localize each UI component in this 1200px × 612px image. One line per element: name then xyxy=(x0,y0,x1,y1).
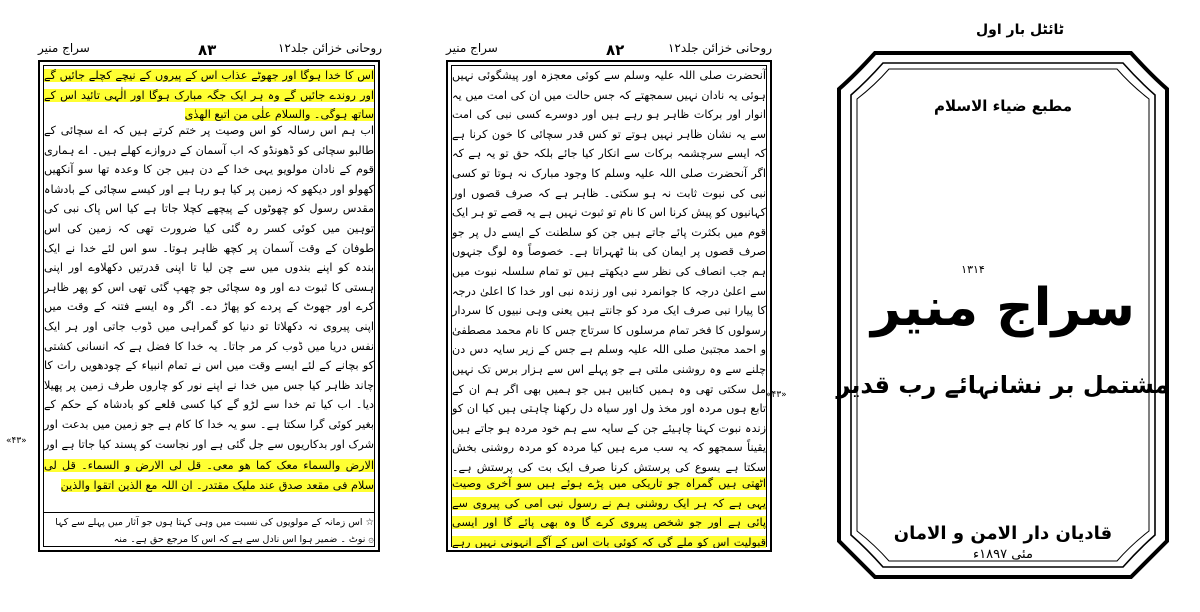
title-page-top-label: ٹائٹل بار اول xyxy=(976,22,1064,38)
page-83-header xyxy=(38,41,382,59)
page-82-number: ۸۲ xyxy=(606,41,625,59)
page-83-body: اب ہم اس رسالہ کو اس وصیت پر ختم کرتے ہیں کہ اے سچائی کے طالبو سچائی کو ڈھونڈو کہ اب آسمان کے دروازے کھلے ہیں۔ اے ہماری قوم کے نادان مولویو یہی خدا کے دن ہیں جن کا وعدہ تھا سو آنکھیں کھولو اور دیکھو کہ زمین پر کیا ہو رہا ہے اور کیسے سچائی کے بادشاہ مقدس رسول کو چھوٹوں کے پیچھے کچلا جاتا ہے کیا اس پاک نبی کی توہین میں کوئی کسر رہ گئی کیا ضرورت تھی کہ زمین کی اس طوفان کے وقت آسمان پر کچھ ظاہر ہوتا۔ سو اس لئے خدا نے ایک بندہ کو اپنے بندوں میں سے چن لیا تا اپنی قدرتیں دکھلاوے اور اپنی ہستی کا ثبوت دے اور وہ سچائی جو چھپ گئی تھی اس کو پھر ظاہر کرے اور جھوٹ کے پردے کو پھاڑ دے۔ اگر وہ ایسے فتنہ کے وقت میں اپنی پیروی نہ دکھلاتا تو دنیا کو گمراہی میں ڈوب جاتی اور ہر ایک نفس دریا میں ڈوب کر مر جاتا۔ یہ خدا کا فضل ہے کہ انسانی کشتی کو بچانے کے لئے ایسے وقت میں اس نے تمام انبیاء کے چودھویں رات کا چاند ظاہر کیا جس میں خدا نے اپنے نور کو چاروں طرف زمین پر پھیلا دیا۔ اب کیا تم خدا سے لڑو گے کیا کسی قلعے کو بادشاہ کے حکم کے بغیر کوئی گرا سکتا ہے۔ سو یہ خدا کا کام ہے جو زمین میں بدعت اور شرک اور بدکاریوں سے جل گئی ہے اور نجاست کو پسند کیا جاتا ہے اور xyxy=(44,124,374,451)
page-83-highlight-top: اس کا خدا ہوگا اور جھوٹے عذاب اس کے پیروں کے نیچے کچلے جائیں گے اور روندے جائیں گے وہ ہر ایک جگہ مبارک ہوگا اور الٰہی تائید اس کے ساتھ ہوگی۔ والسلام علٰی من اتبع الھدٰی xyxy=(44,69,374,122)
title-page-year-small: ۱۳۱۴ xyxy=(961,263,985,276)
page-82-body-2: ہم جب انصاف کی نظر سے دیکھتے ہیں تو تمام سلسلہ نبوت میں سے اعلیٰ درجہ کا جوانمرد نبی اور زندہ نبی اور خدا کا اعلیٰ درجہ کا پیارا نبی صرف ایک مرد کو جانتے ہیں یعنی وہی نبیوں کا سردار رسولوں کا فخر تمام مرسلوں کا سرتاج جس کا نام محمد مصطفیٰ و احمد مجتبیٰ صلی اللہ علیہ وسلم ہے جس کے زیر سایہ دس دن چلنے سے وہ روشنی ملتی ہے جو پہلے اس سے ہزار برس تک نہیں مل سکتی تھی وہ ہمیں کتابیں ہیں جو ہمیں بھی اگر ہم ان کے تابع ہوں مردہ اور مخذ ول اور سیاہ دل رکھنا چاہتی ہیں کیا ان کو زندہ نبوت کہنا چاہیئے جن کے سایہ سے ہم خود مردہ ہو جاتے ہیں یقیناً سمجھو کہ یہ سب مرے ہیں کیا مردہ کو مردہ روشنی بخش سکتا ہے یسوع کی پرستش کرنا صرف ایک بت کی پرستش ہے۔ xyxy=(452,265,766,474)
page-83-header-title: روحانی خزائن جلد۱۲ xyxy=(277,41,382,55)
page-82-margin-marker: «۴۳» xyxy=(766,390,787,400)
title-page-place: قادیان دار الامن و الامان xyxy=(893,523,1113,544)
page-83-footnote-1: ☆ اس زمانہ کے مولویوں کی نسبت میں وہی کہتا ہوں جو آثار میں پہلے سے کہا xyxy=(55,517,374,528)
title-page-subtitle: مشتمل بر نشانہائے رب قدیر xyxy=(836,371,1170,399)
title-page-date: مئی ۱۸۹۷ء xyxy=(973,547,1033,562)
title-page-border xyxy=(833,45,1173,585)
page-83-footnote-2: ۞ نوٹ ۔ ضمیر ہوا اس نادل سے ہے کہ اس کا مرجع حق ہے۔ منہ xyxy=(113,534,374,545)
title-page-main-title: سراج منیر xyxy=(871,278,1135,338)
page-82-body-1: آنحضرت صلی اللہ علیہ وسلم سے کوئی معجزہ اور پیشگوئی نہیں ہوئی یہ نادان نہیں سمجھتے کہ جس حالت میں ان کی امت میں یہ انوار اور برکات ظاہر ہو رہے ہیں اور دوسرے کسی نبی کی امت سے یہ نشان ظاہر نہیں ہوتے تو کس قدر سچائی کا خون کرنا ہے کہ ایسے سرچشمہ برکات سے انکار کیا جائے بلکہ حق تو یہ ہے کہ اگر آنحضرت صلی اللہ علیہ وسلم کا وجود مبارک نہ ہوتا تو کسی نبی کی نبوت ثابت نہ ہو سکتی۔ ظاہر ہے کہ صرف قصوں اور کہانیوں کو پیش کرنا اس کا نام تو ثبوت نہیں ہے یہ قصے تو ہر ایک قوم میں بکثرت پائے جاتے ہیں جن کو سلطنت کے ایسے دل پر جو صرف قصوں پر ایمان کی بنا ٹھہراتا ہے۔ خصوصاً وہ لوگ جنہوں xyxy=(452,69,766,259)
page-82-header xyxy=(446,41,772,59)
title-page-press-line: مطبع ضیاء الاسلام xyxy=(933,97,1073,115)
page-83-header-book: سراج منیر xyxy=(38,41,90,55)
page-83-arabic: الارض والسماء معک کما ھو معی۔ قل لی الارض و السماء۔ قل لی سلام فی مقعد صدق عند ملیک مقتدر۔ ان اللہ مع الذین اتقوا والذین xyxy=(44,459,374,492)
page-82-header-title: روحانی خزائن جلد۱۲ xyxy=(667,41,772,55)
page-83-footnote-divider xyxy=(44,512,374,513)
page-82-highlight-bottom: اٹھتی ہیں گمراہ جو تاریکی میں پڑے ہوئے ہیں سو آخری وصیت یہی ہے کہ ہر ایک روشنی ہم نے رسول نبی امی کی پیروی سے پائی ہے اور جو شخص پیروی کرے گا وہ بھی پائے گا اور ایسی قبولیت اس کو ملے گی کہ کوئی بات اس کے آگے انہونی نہیں رہے xyxy=(452,474,766,548)
page-83-margin-marker: «۴۳» xyxy=(6,436,27,446)
page-83-number: ۸۳ xyxy=(198,41,217,59)
page-82-header-book: سراج منیر xyxy=(446,41,498,55)
